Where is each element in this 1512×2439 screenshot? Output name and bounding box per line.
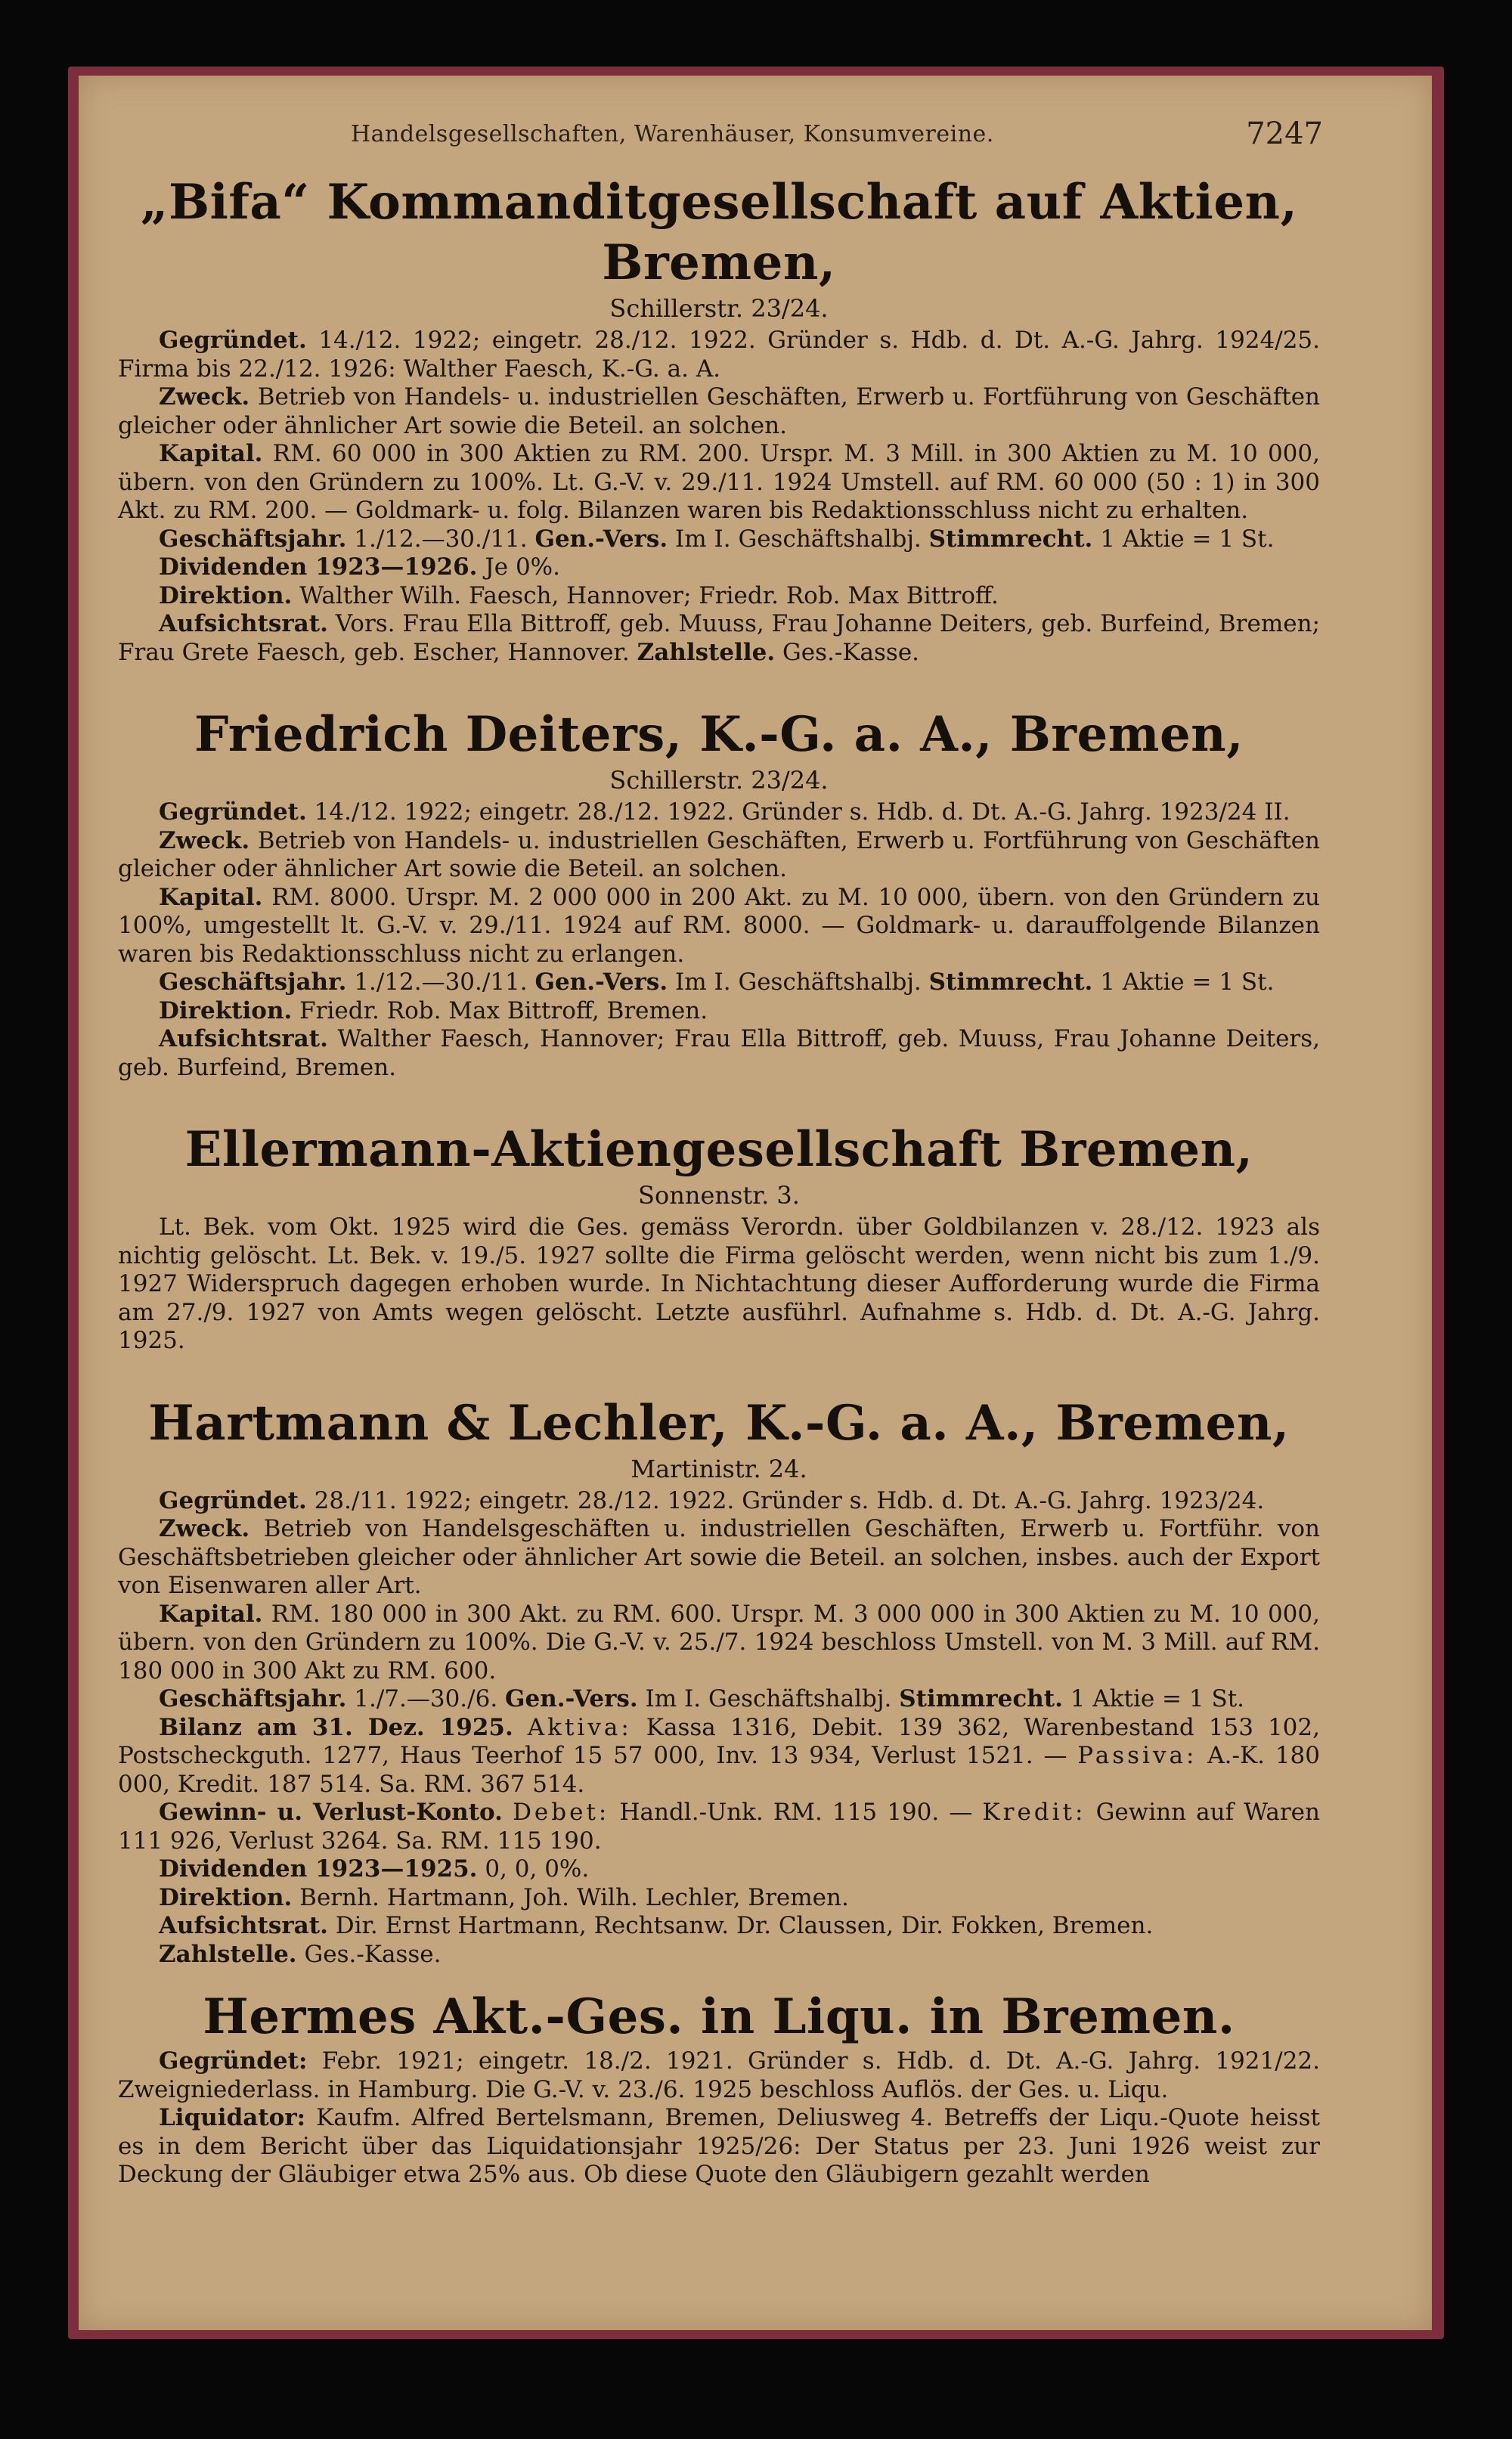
- section-label: Kapital.: [159, 1600, 263, 1628]
- supervisory-paragraph: [118, 1912, 1320, 1941]
- section-label: Kapital.: [159, 883, 263, 911]
- company-address: Martinistr. 24.: [631, 1454, 807, 1483]
- section-text: Betrieb von Handels- u. industriellen Geschäften, Erwerb u. Fortführung von Geschäften gleicher oder ähnlicher Art sowie die Beteil. an solchen.: [118, 826, 1321, 882]
- section-text: 1 Aktie = 1 St.: [1070, 1685, 1245, 1712]
- board-paragraph: [118, 1884, 1320, 1913]
- paying-agent-paragraph: [118, 1941, 1320, 1969]
- profit-loss-paragraph: [118, 1799, 1320, 1855]
- debet-label: Debet:: [513, 1799, 610, 1826]
- section-label: Kapital.: [159, 440, 263, 467]
- section-label: Geschäftsjahr.: [159, 525, 347, 553]
- section-label: Bilanz am 31. Dez. 1925.: [159, 1713, 513, 1741]
- section-label: Zahlstelle.: [637, 638, 776, 666]
- kredit-label: Kredit:: [982, 1799, 1086, 1826]
- fiscal-year-paragraph: [118, 1685, 1320, 1714]
- section-label: Gewinn- u. Verlust-Konto.: [159, 1799, 503, 1826]
- entry-ellermann: [118, 1120, 1320, 1356]
- fiscal-year-paragraph: [118, 525, 1320, 554]
- dividends-paragraph: [118, 1855, 1320, 1884]
- company-title: Friedrich Deiters, K.-G. a. A., Bremen,: [194, 706, 1244, 763]
- section-text: Im I. Geschäftshalbj.: [675, 968, 922, 996]
- section-label: Aufsichtsrat.: [159, 1025, 328, 1052]
- fiscal-year-paragraph: [118, 968, 1320, 997]
- notice-paragraph: [118, 1213, 1320, 1356]
- section-text: Walther Wilh. Faesch, Hannover; Friedr. Rob. Max Bittroff.: [299, 581, 999, 609]
- capital-paragraph: [118, 440, 1320, 525]
- section-label: Gegründet.: [159, 798, 307, 826]
- section-text: 1 Aktie = 1 St.: [1100, 525, 1275, 553]
- entry-hermes: [118, 1987, 1320, 2190]
- section-text: Walther Faesch, Hannover; Frau Ella Bittroff, geb. Muuss, Frau Johanne Deiters, geb. Burfeind, Bremen.: [118, 1025, 1320, 1081]
- founding-paragraph: [118, 798, 1320, 827]
- section-label: Zweck.: [159, 383, 250, 411]
- page-content: [118, 172, 1320, 2190]
- section-label: Direktion.: [159, 996, 293, 1024]
- company-address: Schillerstr. 23/24.: [609, 294, 829, 323]
- section-text: Kaufm. Alfred Bertelsmann, Bremen, Deliusweg 4. Betreffs der Liqu.-Quote heisst es in dem Bericht über das Liquidationsjahr 1925/26: Der Status per 23. Juni 1926 weist zur Deckung der Gläubiger etwa 25% aus. Ob diese Quote den Gläubigern gezahlt werden: [118, 2104, 1320, 2188]
- page-header: [79, 113, 1432, 159]
- running-title: Handelsgesellschaften, Warenhäuser, Konsumvereine.: [351, 121, 994, 147]
- dividends-paragraph: [118, 553, 1320, 582]
- capital-paragraph: [118, 1601, 1320, 1686]
- section-label: Direktion.: [159, 581, 293, 609]
- passiva-label: Passiva:: [1077, 1742, 1198, 1769]
- section-label: Aufsichtsrat.: [159, 610, 328, 637]
- section-text: Betrieb von Handelsgeschäften u. industriellen Geschäften, Erwerb u. Fortführ. von Geschäftsbetrieben gleicher oder ähnlicher Art sowie die Beteil. an solchen, insbes. auch der Export von Eisenwaren aller Art.: [118, 1515, 1320, 1599]
- company-address: Sonnenstr. 3.: [638, 1181, 800, 1210]
- section-label: Gegründet.: [159, 1486, 307, 1514]
- company-title: Hermes Akt.-Ges. in Liqu. in Bremen.: [203, 1988, 1235, 2045]
- section-text: 1./12.—30./11.: [354, 525, 528, 553]
- board-paragraph: [118, 582, 1320, 611]
- entry-hartmann-lechler: [118, 1393, 1320, 1969]
- company-title: Ellermann-Aktiengesellschaft Bremen,: [184, 1121, 1253, 1178]
- section-label: Gen.-Vers.: [534, 968, 668, 996]
- section-label: Stimmrecht.: [928, 968, 1093, 996]
- section-label: Liquidator:: [159, 2104, 306, 2131]
- capital-paragraph: [118, 884, 1320, 969]
- section-label: Dividenden 1923—1926.: [159, 553, 478, 581]
- section-label: Zweck.: [159, 1515, 250, 1542]
- section-label: Direktion.: [159, 1883, 293, 1911]
- section-text: 1./12.—30./11.: [354, 968, 528, 996]
- purpose-paragraph: [118, 383, 1320, 440]
- section-text: Gewinn auf Waren 111 926, Verlust 3264. Sa. RM. 115 190.: [118, 1799, 1320, 1855]
- board-paragraph: [118, 997, 1320, 1026]
- section-label: Zahlstelle.: [159, 1940, 297, 1968]
- section-text: Im I. Geschäftshalbj.: [645, 1685, 892, 1712]
- section-text: RM. 60 000 in 300 Aktien zu RM. 200. Urspr. M. 3 Mill. in 300 Aktien zu M. 10 000, übern. von den Gründern zu 100%. Lt. G.-V. v. 29./11. 1924 Umstell. auf RM. 60 000 (50 : 1) in 300 Akt. zu RM. 200. — Goldmark- u. folg. Bilanzen waren bis Redaktionsschluss nicht zu erhalten.: [118, 440, 1320, 524]
- section-text: A.-K. 180 000, Kredit. 187 514. Sa. RM. 367 514.: [118, 1742, 1320, 1798]
- section-text: Friedr. Rob. Max Bittroff, Bremen.: [299, 996, 708, 1024]
- section-text: Ges.-Kasse.: [782, 638, 920, 666]
- founding-paragraph: [118, 2047, 1320, 2104]
- founding-paragraph: [118, 1487, 1320, 1516]
- section-label: Gen.-Vers.: [534, 525, 668, 553]
- entry-bifa: [118, 172, 1320, 667]
- section-label: Geschäftsjahr.: [159, 1685, 347, 1712]
- section-label: Aufsichtsrat.: [159, 1912, 328, 1939]
- supervisory-paragraph: [118, 610, 1320, 667]
- section-text: 14./12. 1922; eingetr. 28./12. 1922. Gründer s. Hdb. d. Dt. A.-G. Jahrg. 1923/24 II.: [314, 798, 1290, 826]
- section-text: Bernh. Hartmann, Joh. Wilh. Lechler, Bremen.: [299, 1883, 849, 1911]
- book-page: [79, 76, 1432, 2330]
- section-label: Geschäftsjahr.: [159, 968, 347, 996]
- balance-sheet-paragraph: [118, 1714, 1320, 1799]
- section-text: Lt. Bek. vom Okt. 1925 wird die Ges. gemäss Verordn. über Goldbilanzen v. 28./12. 1923 als nichtig gelöscht. Lt. Bek. v. 19./5. 1927 sollte die Firma gelöscht werden, wenn nicht bis zum 1./9. 1927 Widerspruch dagegen erhoben wurde. In Nichtachtung dieser Aufforderung wurde die Firma am 27./9. 1927 von Amts wegen gelöscht. Letzte ausführl. Aufnahme s. Hdb. d. Dt. A.-G. Jahrg. 1925.: [118, 1213, 1320, 1354]
- section-label: Gen.-Vers.: [505, 1685, 638, 1712]
- section-text: 14./12. 1922; eingetr. 28./12. 1922. Gründer s. Hdb. d. Dt. A.-G. Jahrg. 1924/25. Firma bis 22./12. 1926: Walther Faesch, K.-G. a. A.: [118, 327, 1320, 383]
- section-text: Je 0%.: [485, 553, 560, 581]
- section-label: Dividenden 1923—1925.: [159, 1855, 478, 1883]
- section-text: Handl.-Unk. RM. 115 190. —: [619, 1799, 973, 1826]
- entry-friedrich-deiters: [118, 705, 1320, 1082]
- section-label: Stimmrecht.: [928, 525, 1093, 553]
- founding-paragraph: [118, 327, 1320, 383]
- section-text: 28./11. 1922; eingetr. 28./12. 1922. Gründer s. Hdb. d. Dt. A.-G. Jahrg. 1923/24.: [314, 1486, 1265, 1514]
- section-label: Gegründet:: [159, 2047, 308, 2075]
- section-text: Kassa 1316, Debit. 139 362, Warenbestand 153 102, Postscheckguth. 1277, Haus Teerhof 15 57 000, Inv. 13 934, Verlust 1521. —: [118, 1713, 1320, 1769]
- section-text: RM. 180 000 in 300 Akt. zu RM. 600. Urspr. M. 3 000 000 in 300 Aktien zu M. 10 000, übern. von den Gründern zu 100%. Die G.-V. v. 25./7. 1924 beschloss Umstell. von M. 3 Mill. auf RM. 180 000 in 300 Akt zu RM. 600.: [118, 1600, 1320, 1684]
- aktiva-label: Aktiva:: [527, 1713, 632, 1741]
- section-text: 1 Aktie = 1 St.: [1100, 968, 1275, 996]
- section-text: RM. 8000. Urspr. M. 2 000 000 in 200 Akt. zu M. 10 000, übern. von den Gründern zu 100%, umgestellt lt. G.-V. v. 29./11. 1924 auf RM. 8000. — Goldmark- u. darauffolgende Bilanzen waren bis Redaktionsschluss nicht zu erlangen.: [118, 883, 1321, 968]
- company-address: Schillerstr. 23/24.: [609, 766, 829, 795]
- liquidator-paragraph: [118, 2104, 1320, 2190]
- section-label: Zweck.: [159, 826, 250, 854]
- section-text: Febr. 1921; eingetr. 18./2. 1921. Gründer s. Hdb. d. Dt. A.-G. Jahrg. 1921/22. Zweigniederlass. in Hamburg. Die G.-V. v. 23./6. 1925 beschloss Auflös. der Ges. u. Liqu.: [118, 2047, 1320, 2103]
- company-title: Hartmann & Lechler, K.-G. a. A., Bremen,: [148, 1394, 1290, 1452]
- section-label: Gegründet.: [159, 327, 307, 354]
- section-text: Ges.-Kasse.: [304, 1940, 442, 1968]
- purpose-paragraph: [118, 1515, 1320, 1601]
- company-title: „Bifa“ Kommanditgesellschaft auf Aktien, Bremen,: [140, 174, 1298, 291]
- section-text: Vors. Frau Ella Bittroff, geb. Muuss, Frau Johanne Deiters, geb. Burfeind, Bremen; Frau Grete Faesch, geb. Escher, Hannover.: [118, 610, 1320, 666]
- section-text: 1./7.—30./6.: [354, 1685, 498, 1712]
- section-label: Stimmrecht.: [899, 1685, 1063, 1712]
- section-text: 0, 0, 0%.: [485, 1855, 590, 1883]
- purpose-paragraph: [118, 827, 1320, 884]
- supervisory-paragraph: [118, 1025, 1320, 1082]
- page-number: 7247: [1246, 116, 1323, 151]
- section-text: Betrieb von Handels- u. industriellen Geschäften, Erwerb u. Fortführung von Geschäften gleicher oder ähnlicher Art sowie die Beteil. an solchen.: [118, 383, 1321, 439]
- section-text: Dir. Ernst Hartmann, Rechtsanw. Dr. Claussen, Dir. Fokken, Bremen.: [335, 1912, 1154, 1939]
- section-text: Im I. Geschäftshalbj.: [675, 525, 922, 553]
